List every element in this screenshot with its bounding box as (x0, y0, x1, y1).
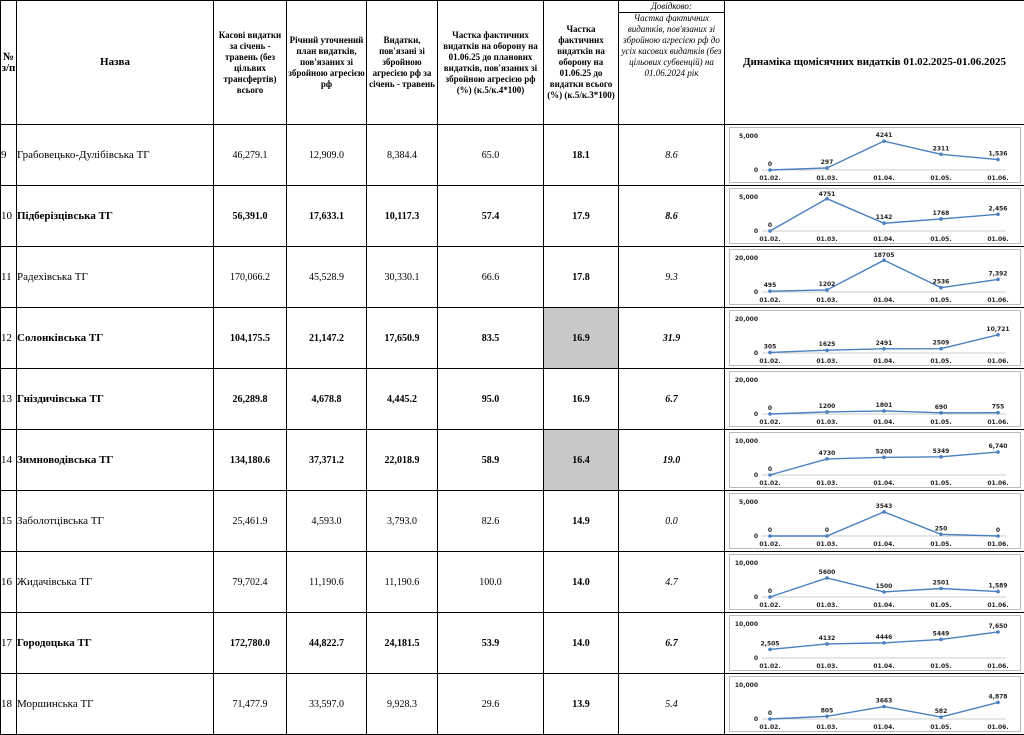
data-label: 4446 (875, 634, 892, 641)
monthly-dynamics-chart (729, 615, 1021, 671)
table-row (1, 491, 1024, 552)
data-label: 0 (767, 588, 771, 595)
defense-expenditure: 11,190.6 (367, 552, 438, 613)
data-point (882, 347, 886, 351)
community-name: Гніздичівська ТГ (17, 369, 214, 430)
monthly-dynamics-chart-cell (725, 247, 1024, 308)
x-tick-label: 01.06. (987, 297, 1008, 304)
data-point (882, 456, 886, 460)
reference-description: Частка фактичних видатків, пов'язаних зі збройною агресією рф до усіх касових видатків (без цільових субвенцій) на 01.06.2024 рік (622, 13, 722, 78)
data-point (939, 286, 943, 290)
reference-share: 19.0 (619, 430, 725, 491)
data-label: 690 (934, 404, 947, 411)
data-label: 1142 (875, 214, 892, 221)
data-label: 1768 (932, 210, 949, 217)
col-header-share-plan: Частка фактичних видатків на оборону на 01.06.25 до планових видатків, пов'язаних зі збройною агресією рф (%) (к.5/к.4*100) (438, 1, 544, 125)
x-tick-label: 01.04. (873, 236, 894, 243)
monthly-dynamics-chart (729, 249, 1021, 305)
data-label: 2536 (932, 279, 949, 286)
data-point (939, 587, 943, 591)
annual-plan: 37,371.2 (287, 430, 367, 491)
data-label: 1625 (818, 341, 835, 348)
defense-expenditure: 9,928.3 (367, 674, 438, 735)
data-point (825, 534, 829, 538)
data-point (768, 648, 772, 652)
cash-expenditure: 26,289.8 (214, 369, 287, 430)
x-tick-label: 01.06. (987, 602, 1008, 609)
defense-expenditure: 22,018.9 (367, 430, 438, 491)
data-point (996, 212, 1000, 216)
x-tick-label: 01.06. (987, 358, 1008, 365)
x-tick-label: 01.04. (873, 358, 894, 365)
data-label: 7,392 (988, 270, 1007, 277)
data-point (768, 168, 772, 172)
share-of-total: 18.1 (544, 125, 619, 186)
defense-expenditure: 3,793.0 (367, 491, 438, 552)
data-label: 5349 (932, 448, 949, 455)
data-label: 4730 (818, 450, 835, 457)
y-tick-label: 10,000 (734, 682, 757, 689)
cash-expenditure: 71,477.9 (214, 674, 287, 735)
monthly-dynamics-chart-cell (725, 125, 1024, 186)
data-label: 1200 (818, 403, 835, 410)
table-row (1, 186, 1024, 247)
series-line (770, 512, 998, 536)
data-label: 582 (934, 708, 947, 715)
data-label: 2311 (932, 145, 949, 152)
col-header-name: Назва (17, 1, 214, 125)
col-header-chart: Динаміка щомісячних видатків 01.02.2025-01.06.2025 (725, 1, 1024, 125)
monthly-dynamics-chart-cell (725, 613, 1024, 674)
data-label: 1801 (875, 402, 892, 409)
row-number: 15 (1, 491, 17, 552)
data-point (882, 409, 886, 413)
data-point (768, 412, 772, 416)
x-tick-label: 01.02. (759, 480, 780, 487)
table-row (1, 674, 1024, 735)
y-tick-label: 0 (753, 716, 757, 723)
data-label: 1,536 (988, 151, 1007, 158)
monthly-dynamics-chart (729, 554, 1021, 610)
data-point (939, 455, 943, 459)
data-label: 0 (767, 161, 771, 168)
monthly-dynamics-chart-cell (725, 369, 1024, 430)
monthly-dynamics-chart (729, 310, 1021, 366)
data-point (825, 410, 829, 414)
x-tick-label: 01.06. (987, 724, 1008, 731)
x-tick-label: 01.05. (930, 419, 951, 426)
x-tick-label: 01.05. (930, 663, 951, 670)
data-label: 1202 (818, 281, 835, 288)
cash-expenditure: 172,780.0 (214, 613, 287, 674)
data-label: 0 (995, 527, 999, 534)
data-label: 805 (820, 707, 833, 714)
reference-share: 8.6 (619, 186, 725, 247)
annual-plan: 12,909.0 (287, 125, 367, 186)
data-point (825, 457, 829, 461)
x-tick-label: 01.04. (873, 480, 894, 487)
y-tick-label: 10,000 (734, 621, 757, 628)
reference-share: 6.7 (619, 369, 725, 430)
table-header-row (1, 1, 1024, 125)
community-name: Радехівська ТГ (17, 247, 214, 308)
x-tick-label: 01.04. (873, 297, 894, 304)
series-line (770, 141, 998, 170)
cash-expenditure: 56,391.0 (214, 186, 287, 247)
data-label: 7,650 (988, 623, 1007, 630)
annual-plan: 44,822.7 (287, 613, 367, 674)
data-label: 2,456 (988, 205, 1007, 212)
x-tick-label: 01.03. (816, 602, 837, 609)
data-label: 0 (767, 466, 771, 473)
data-point (768, 351, 772, 355)
data-point (996, 333, 1000, 337)
annual-plan: 4,678.8 (287, 369, 367, 430)
row-number: 10 (1, 186, 17, 247)
community-name: Заболотцівська ТГ (17, 491, 214, 552)
x-tick-label: 01.06. (987, 541, 1008, 548)
y-tick-label: 5,000 (739, 194, 758, 201)
cash-expenditure: 104,175.5 (214, 308, 287, 369)
x-tick-label: 01.03. (816, 724, 837, 731)
x-tick-label: 01.03. (816, 663, 837, 670)
y-tick-label: 5,000 (739, 133, 758, 140)
share-of-total: 16.9 (544, 308, 619, 369)
row-number: 16 (1, 552, 17, 613)
x-tick-label: 01.04. (873, 175, 894, 182)
data-point (996, 701, 1000, 705)
col-header-num: № з/п (1, 1, 17, 125)
share-of-plan: 58.9 (438, 430, 544, 491)
data-point (939, 347, 943, 351)
data-label: 305 (763, 343, 776, 350)
data-point (825, 576, 829, 580)
data-label: 2509 (932, 340, 949, 347)
data-label: 0 (767, 222, 771, 229)
share-of-total: 14.0 (544, 613, 619, 674)
data-label: 0 (824, 527, 828, 534)
share-of-plan: 65.0 (438, 125, 544, 186)
data-label: 6,740 (988, 443, 1007, 450)
x-tick-label: 01.06. (987, 663, 1008, 670)
data-label: 2491 (875, 340, 892, 347)
community-name: Підберізцівська ТГ (17, 186, 214, 247)
data-label: 10,721 (986, 326, 1009, 333)
community-name: Моршинська ТГ (17, 674, 214, 735)
x-tick-label: 01.02. (759, 541, 780, 548)
share-of-total: 16.4 (544, 430, 619, 491)
data-label: 2,505 (760, 640, 779, 647)
data-label: 4,878 (988, 693, 1007, 700)
data-label: 250 (934, 525, 947, 532)
table-row (1, 247, 1024, 308)
data-label: 0 (767, 405, 771, 412)
col-header-reference (619, 1, 725, 125)
data-point (768, 229, 772, 233)
y-tick-label: 0 (753, 289, 757, 296)
x-tick-label: 01.04. (873, 663, 894, 670)
data-point (939, 152, 943, 156)
share-of-total: 16.9 (544, 369, 619, 430)
data-label: 5600 (818, 569, 835, 576)
cash-expenditure: 46,279.1 (214, 125, 287, 186)
x-tick-label: 01.05. (930, 297, 951, 304)
share-of-total: 14.0 (544, 552, 619, 613)
share-of-total: 17.9 (544, 186, 619, 247)
x-tick-label: 01.02. (759, 236, 780, 243)
data-point (882, 221, 886, 225)
data-point (825, 166, 829, 170)
x-tick-label: 01.05. (930, 541, 951, 548)
data-point (882, 705, 886, 709)
monthly-dynamics-chart (729, 432, 1021, 488)
reference-share: 0.0 (619, 491, 725, 552)
y-tick-label: 0 (753, 655, 757, 662)
y-tick-label: 0 (753, 472, 757, 479)
row-number: 17 (1, 613, 17, 674)
monthly-dynamics-chart (729, 493, 1021, 549)
x-tick-label: 01.03. (816, 297, 837, 304)
col-header-spent: Видатки, пов'язані зі збройною агресією рф за січень - травень (367, 1, 438, 125)
data-label: 1,589 (988, 583, 1007, 590)
data-label: 5200 (875, 448, 892, 455)
data-label: 0 (767, 710, 771, 717)
monthly-dynamics-chart-cell (725, 674, 1024, 735)
x-tick-label: 01.04. (873, 602, 894, 609)
x-tick-label: 01.03. (816, 358, 837, 365)
defense-expenditure: 10,117.3 (367, 186, 438, 247)
monthly-dynamics-chart (729, 676, 1021, 732)
data-point (882, 641, 886, 645)
defense-expenditure: 4,445.2 (367, 369, 438, 430)
table-row (1, 308, 1024, 369)
cash-expenditure: 25,461.9 (214, 491, 287, 552)
y-tick-label: 0 (753, 533, 757, 540)
monthly-dynamics-chart-cell (725, 491, 1024, 552)
share-of-total: 17.8 (544, 247, 619, 308)
row-number: 11 (1, 247, 17, 308)
annual-plan: 11,190.6 (287, 552, 367, 613)
data-point (768, 717, 772, 721)
y-tick-label: 20,000 (734, 377, 757, 384)
share-of-plan: 53.9 (438, 613, 544, 674)
data-label: 3663 (875, 698, 892, 705)
row-number: 18 (1, 674, 17, 735)
y-tick-label: 20,000 (734, 316, 757, 323)
x-tick-label: 01.02. (759, 419, 780, 426)
data-label: 2501 (932, 579, 949, 586)
table-row (1, 613, 1024, 674)
annual-plan: 45,528.9 (287, 247, 367, 308)
x-tick-label: 01.05. (930, 358, 951, 365)
community-name: Жидачівська ТГ (17, 552, 214, 613)
data-point (882, 510, 886, 514)
annual-plan: 21,147.2 (287, 308, 367, 369)
data-point (768, 595, 772, 599)
reference-share: 31.9 (619, 308, 725, 369)
x-tick-label: 01.06. (987, 480, 1008, 487)
data-point (996, 450, 1000, 454)
data-point (939, 533, 943, 537)
x-tick-label: 01.02. (759, 602, 780, 609)
share-of-plan: 82.6 (438, 491, 544, 552)
data-point (996, 158, 1000, 162)
x-tick-label: 01.05. (930, 175, 951, 182)
x-tick-label: 01.05. (930, 724, 951, 731)
x-tick-label: 01.06. (987, 236, 1008, 243)
data-point (939, 411, 943, 415)
data-point (768, 289, 772, 293)
share-of-total: 14.9 (544, 491, 619, 552)
col-header-plan: Річний уточнений план видатків, пов'язаних зі збройною агресією рф (287, 1, 367, 125)
reference-share: 4.7 (619, 552, 725, 613)
share-of-plan: 100.0 (438, 552, 544, 613)
x-tick-label: 01.04. (873, 419, 894, 426)
reference-label: Довідково: (619, 1, 724, 13)
x-tick-label: 01.03. (816, 480, 837, 487)
y-tick-label: 10,000 (734, 438, 757, 445)
monthly-dynamics-chart-cell (725, 430, 1024, 491)
community-name: Грабовецько-Дулібівська ТГ (17, 125, 214, 186)
monthly-dynamics-chart (729, 127, 1021, 183)
row-number: 13 (1, 369, 17, 430)
data-label: 0 (767, 527, 771, 534)
share-of-plan: 95.0 (438, 369, 544, 430)
reference-share: 5.4 (619, 674, 725, 735)
x-tick-label: 01.02. (759, 663, 780, 670)
data-point (825, 642, 829, 646)
data-label: 1500 (875, 583, 892, 590)
row-number: 14 (1, 430, 17, 491)
x-tick-label: 01.02. (759, 175, 780, 182)
community-name: Городоцька ТГ (17, 613, 214, 674)
data-point (939, 638, 943, 642)
x-tick-label: 01.05. (930, 602, 951, 609)
data-point (996, 411, 1000, 415)
table-row (1, 125, 1024, 186)
share-of-plan: 66.6 (438, 247, 544, 308)
data-label: 5449 (932, 630, 949, 637)
monthly-dynamics-chart-cell (725, 308, 1024, 369)
table-row (1, 552, 1024, 613)
reference-share: 9.3 (619, 247, 725, 308)
data-point (882, 139, 886, 143)
series-line (770, 260, 998, 291)
data-label: 297 (820, 159, 833, 166)
monthly-dynamics-chart (729, 371, 1021, 427)
share-of-total: 13.9 (544, 674, 619, 735)
y-tick-label: 10,000 (734, 560, 757, 567)
col-header-cash: Касові видатки за січень - травень (без цільвих трансфертів) всього (214, 1, 287, 125)
data-point (825, 348, 829, 352)
reference-share: 6.7 (619, 613, 725, 674)
defense-expenditure: 17,650.9 (367, 308, 438, 369)
row-number: 9 (1, 125, 17, 186)
cash-expenditure: 134,180.6 (214, 430, 287, 491)
data-point (996, 590, 1000, 594)
data-label: 4751 (818, 191, 835, 198)
x-tick-label: 01.04. (873, 541, 894, 548)
monthly-dynamics-chart (729, 188, 1021, 244)
x-tick-label: 01.02. (759, 724, 780, 731)
cash-expenditure: 170,066.2 (214, 247, 287, 308)
x-tick-label: 01.02. (759, 297, 780, 304)
data-point (882, 590, 886, 594)
data-label: 755 (991, 404, 1004, 411)
x-tick-label: 01.06. (987, 419, 1008, 426)
x-tick-label: 01.03. (816, 236, 837, 243)
data-point (768, 473, 772, 477)
share-of-plan: 57.4 (438, 186, 544, 247)
data-point (996, 534, 1000, 538)
cash-expenditure: 79,702.4 (214, 552, 287, 613)
community-name: Солонківська ТГ (17, 308, 214, 369)
data-point (939, 217, 943, 221)
x-tick-label: 01.02. (759, 358, 780, 365)
data-point (825, 714, 829, 718)
share-of-plan: 29.6 (438, 674, 544, 735)
row-number: 12 (1, 308, 17, 369)
community-name: Зимноводівська ТГ (17, 430, 214, 491)
monthly-dynamics-chart-cell (725, 552, 1024, 613)
col-header-share-total: Частка фактичних видатків на оборону на 01.06.25 до видатки всього (%) (к.5/к.3*100) (544, 1, 619, 125)
y-tick-label: 0 (753, 228, 757, 235)
data-label: 4132 (818, 635, 835, 642)
data-point (768, 534, 772, 538)
data-label: 18705 (873, 252, 894, 259)
x-tick-label: 01.04. (873, 724, 894, 731)
x-tick-label: 01.03. (816, 419, 837, 426)
y-tick-label: 20,000 (734, 255, 757, 262)
share-of-plan: 83.5 (438, 308, 544, 369)
data-label: 495 (763, 282, 776, 289)
defense-expenditure: 30,330.1 (367, 247, 438, 308)
data-point (996, 630, 1000, 634)
annual-plan: 4,593.0 (287, 491, 367, 552)
annual-plan: 17,633.1 (287, 186, 367, 247)
x-tick-label: 01.06. (987, 175, 1008, 182)
x-tick-label: 01.03. (816, 541, 837, 548)
data-point (825, 288, 829, 292)
table-row (1, 430, 1024, 491)
data-label: 4241 (875, 132, 892, 139)
data-label: 3543 (875, 503, 892, 510)
data-point (996, 278, 1000, 282)
annual-plan: 33,597.0 (287, 674, 367, 735)
defense-expenditure: 8,384.4 (367, 125, 438, 186)
x-tick-label: 01.05. (930, 236, 951, 243)
defense-expenditure: 24,181.5 (367, 613, 438, 674)
y-tick-label: 5,000 (739, 499, 758, 506)
y-tick-label: 0 (753, 411, 757, 418)
monthly-dynamics-chart-cell (725, 186, 1024, 247)
x-tick-label: 01.05. (930, 480, 951, 487)
y-tick-label: 0 (753, 594, 757, 601)
y-tick-label: 0 (753, 167, 757, 174)
y-tick-label: 0 (753, 350, 757, 357)
table-row (1, 369, 1024, 430)
x-tick-label: 01.03. (816, 175, 837, 182)
data-point (939, 715, 943, 719)
reference-share: 8.6 (619, 125, 725, 186)
